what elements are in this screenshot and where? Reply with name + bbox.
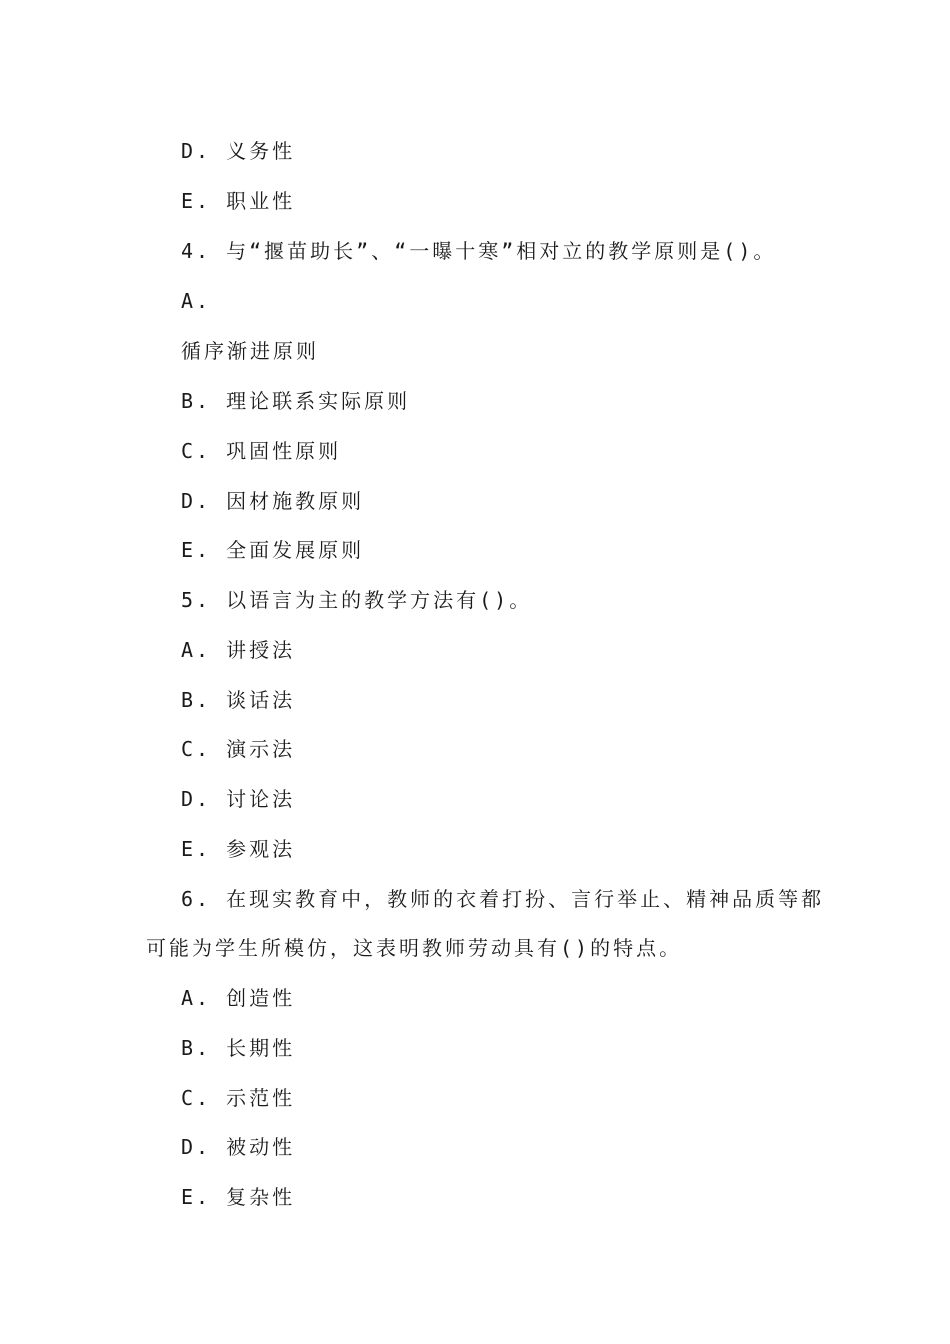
option-c-exemplary: C. 示范性: [181, 1086, 296, 1110]
option-e-professional: E. 职业性: [181, 189, 296, 213]
option-a-label: A.: [181, 289, 212, 313]
option-c-demonstration: C. 演示法: [181, 737, 296, 761]
option-d-obligation: D. 义务性: [181, 139, 296, 163]
option-c-consolidation: C. 巩固性原则: [181, 439, 342, 463]
option-e-complex: E. 复杂性: [181, 1185, 296, 1209]
option-e-comprehensive: E. 全面发展原则: [181, 538, 365, 562]
option-b-conversation: B. 谈话法: [181, 688, 296, 712]
question-6-text-line1: 6. 在现实教育中，教师的衣着打扮、言行举止、精神品质等都: [181, 887, 825, 911]
option-d-individualized: D. 因材施教原则: [181, 489, 365, 513]
option-a-creative: A. 创造性: [181, 986, 296, 1010]
question-6-text-line2: 可能为学生所模仿，这表明教师劳动具有()的特点。: [146, 936, 683, 960]
option-a-text: 循序渐进原则: [181, 339, 319, 363]
option-b-long-term: B. 长期性: [181, 1036, 296, 1060]
option-a-lecture: A. 讲授法: [181, 638, 296, 662]
option-b-theory-practice: B. 理论联系实际原则: [181, 389, 411, 413]
option-d-passive: D. 被动性: [181, 1135, 296, 1159]
option-d-discussion: D. 讨论法: [181, 787, 296, 811]
question-4-text: 4. 与“揠苗助长”、“一曝十寒”相对立的教学原则是()。: [181, 239, 777, 263]
question-5-text: 5. 以语言为主的教学方法有()。: [181, 588, 533, 612]
option-e-visit: E. 参观法: [181, 837, 296, 861]
